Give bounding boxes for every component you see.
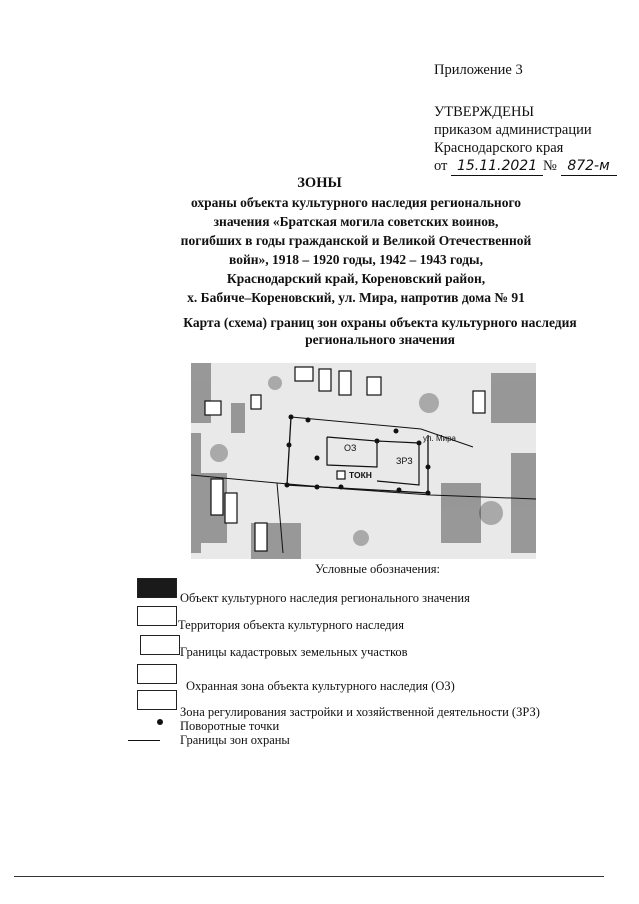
legend-label-turning-points: Поворотные точки [180,719,280,733]
legend-label-cadastral: Границы кадастровых земельных участков [180,645,408,659]
subtitle-line: войн», 1918 – 1920 годы, 1942 – 1943 годы, [229,252,483,267]
subtitle-line: охраны объекта культурного наследия регионального [191,195,521,210]
order-line-1: приказом администрации [434,122,592,138]
subtitle-line: х. Бабиче–Кореновский, ул. Мира, напротив дома № 91 [187,290,525,305]
subtitle-line: значения «Братская могила советских воинов, [213,214,499,229]
document-subtitle [150,193,562,307]
map-image [191,363,536,559]
map-title [140,314,620,348]
map-label-street: ул. Мира [423,434,456,443]
legend-label-heritage-object: Объект культурного наследия регионального значения [180,591,470,605]
approval-block [434,103,617,176]
legend-swatch-heritage-territory [137,606,177,626]
map-label-zrz: ЗРЗ [396,456,413,466]
number-prefix: № [543,158,557,174]
legend-swatch-turning-points [157,719,163,725]
legend-swatch-zrz [137,690,177,710]
date-prefix: от [434,158,448,174]
legend-label-heritage-territory: Территория объекта культурного наследия [178,618,404,632]
zone-map [191,363,536,559]
document-title: ЗОНЫ [297,175,342,191]
legend-label-zrz: Зона регулирования застройки и хозяйственной деятельности (ЗРЗ) [180,705,540,719]
page-bottom-rule [14,876,604,877]
legend-title: Условные обозначения: [315,562,441,576]
legend-label-oz: Охранная зона объекта культурного наследия (ОЗ) [186,679,455,693]
map-title-line: Карта (схема) границ зон охраны объекта культурного наследия [183,315,577,330]
map-label-tokn: ТОКН [349,470,372,480]
handwritten-number: 872-м [561,157,617,176]
subtitle-line: Краснодарский край, Кореновский район, [226,271,486,286]
order-line-2: Краснодарского края [434,140,564,156]
approved-heading: УТВЕРЖДЕНЫ [434,104,535,120]
legend-swatch-heritage-object [137,578,177,598]
handwritten-date: 15.11.2021 [451,157,543,176]
map-title-line: регионального значения [305,332,455,347]
appendix-label: Приложение 3 [434,62,523,78]
legend-swatch-oz [137,664,177,684]
order-date-line [434,157,617,176]
legend-swatch-zone-boundary [128,740,160,741]
map-label-oz: ОЗ [344,443,357,453]
legend-label-zone-boundary: Границы зон охраны [180,733,290,747]
legend-swatch-cadastral [140,635,180,655]
subtitle-line: погибших в годы гражданской и Великой Отечественной [180,233,532,248]
